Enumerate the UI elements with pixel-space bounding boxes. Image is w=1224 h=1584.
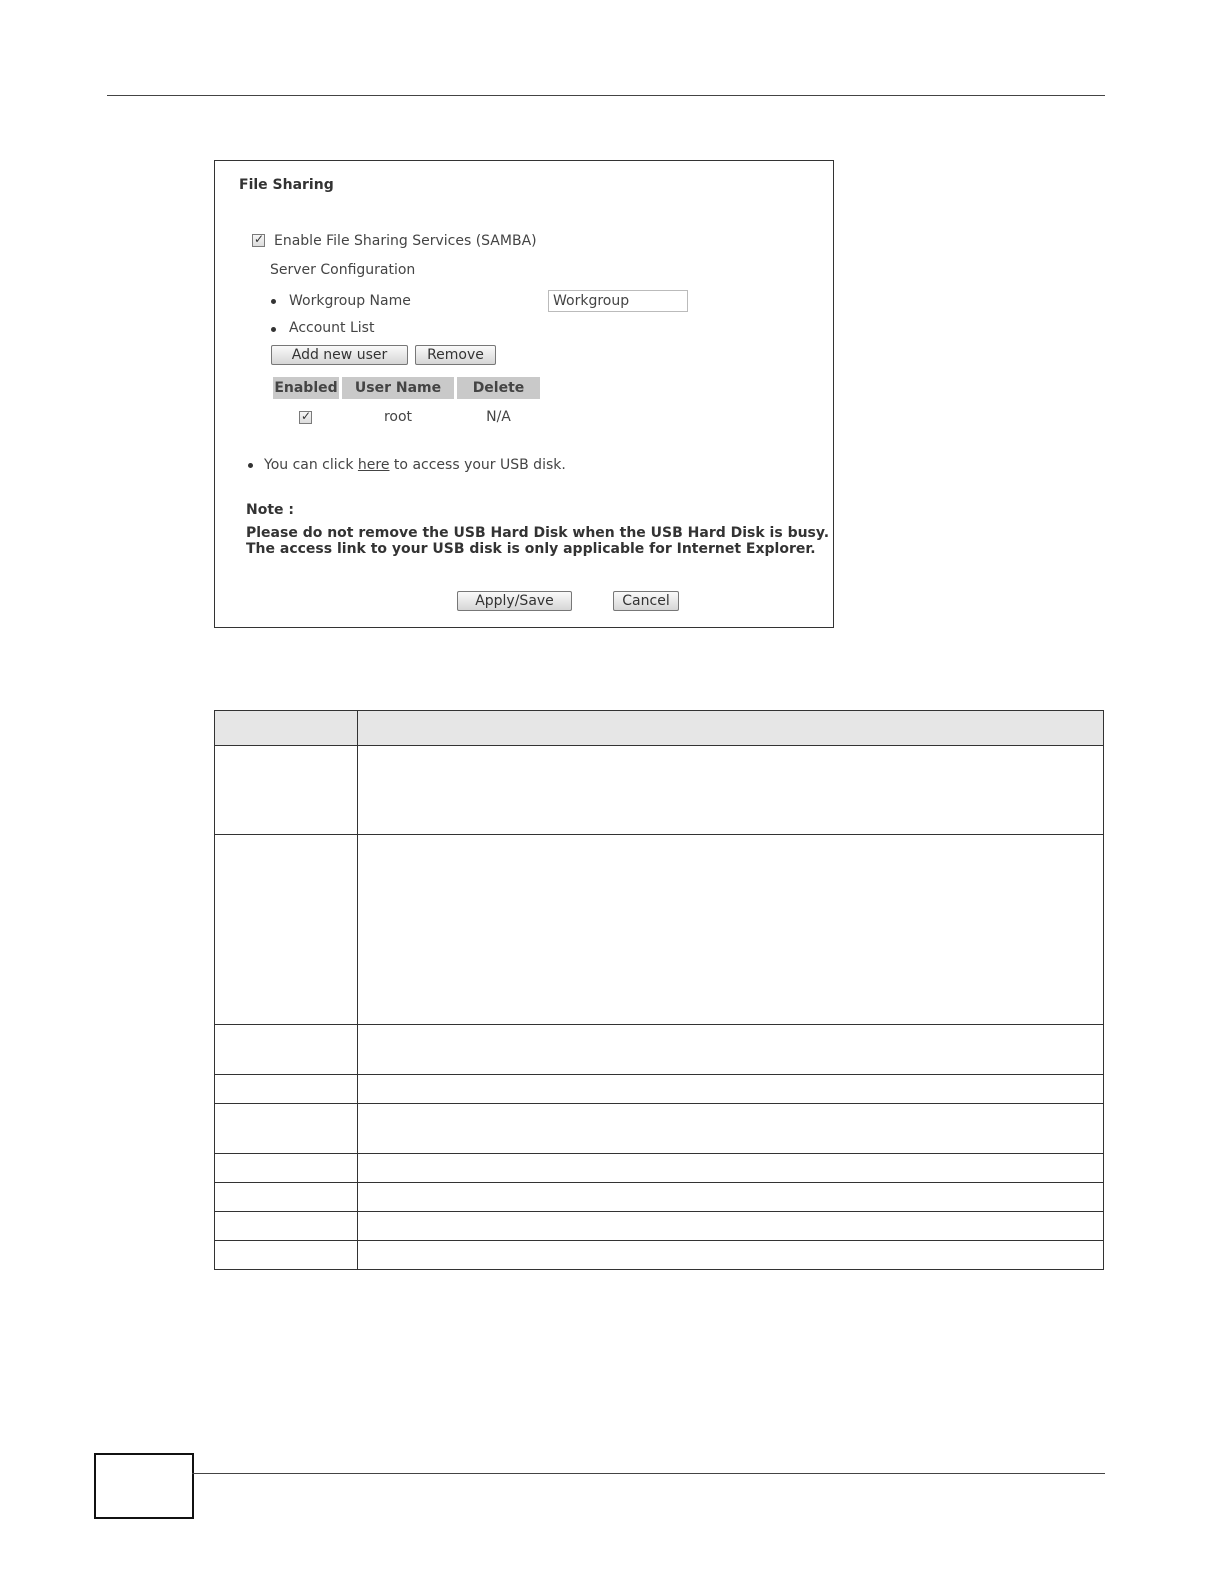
table-row: [215, 746, 1104, 835]
workgroup-input[interactable]: Workgroup: [548, 290, 688, 312]
access-usb-link[interactable]: here: [357, 457, 390, 473]
enable-samba-checkbox[interactable]: [252, 234, 265, 247]
note-line-1: Please do not remove the USB Hard Disk when the USB Hard Disk is busy.: [246, 525, 830, 541]
table-row: [215, 1075, 1104, 1104]
user-enabled-checkbox[interactable]: [299, 411, 312, 424]
account-table-header-username: User Name: [342, 377, 454, 399]
access-usb-text: [264, 457, 566, 473]
access-text-post: to access your USB disk.: [389, 457, 566, 473]
server-config-label: Server Configuration: [270, 262, 416, 278]
table-row: [215, 1154, 1104, 1183]
apply-save-button[interactable]: Apply/Save: [457, 591, 572, 611]
page-number-box: [94, 1453, 194, 1519]
account-table-header-enabled: Enabled: [273, 377, 339, 399]
access-text-pre: You can click: [264, 457, 358, 473]
table-row: [215, 1025, 1104, 1075]
account-table-header-delete: Delete: [457, 377, 540, 399]
enable-samba-label: Enable File Sharing Services (SAMBA): [274, 233, 537, 249]
workgroup-label: Workgroup Name: [289, 293, 411, 309]
add-new-user-button[interactable]: Add new user: [271, 345, 408, 365]
cancel-button[interactable]: Cancel: [613, 591, 679, 611]
table-row: [215, 1183, 1104, 1212]
table-row: [215, 835, 1104, 1025]
table-header-row: [215, 711, 1104, 746]
panel-title: File Sharing: [239, 177, 334, 193]
note-line-2: The access link to your USB disk is only applicable for Internet Explorer.: [246, 541, 816, 557]
table-row: [215, 1212, 1104, 1241]
table-row: [215, 1104, 1104, 1154]
remove-button[interactable]: Remove: [415, 345, 496, 365]
account-list-label: Account List: [289, 320, 375, 336]
file-sharing-panel: [214, 160, 834, 628]
bullet-icon: [271, 327, 276, 332]
description-table: [214, 710, 1104, 1270]
user-name-cell: root: [383, 409, 413, 425]
footer-rule: [192, 1473, 1105, 1474]
note-title: Note :: [246, 502, 294, 518]
bullet-icon: [271, 299, 276, 304]
table-row: [215, 1241, 1104, 1270]
bullet-icon: [248, 463, 253, 468]
user-delete-cell: N/A: [486, 409, 511, 425]
header-rule: [107, 95, 1105, 96]
